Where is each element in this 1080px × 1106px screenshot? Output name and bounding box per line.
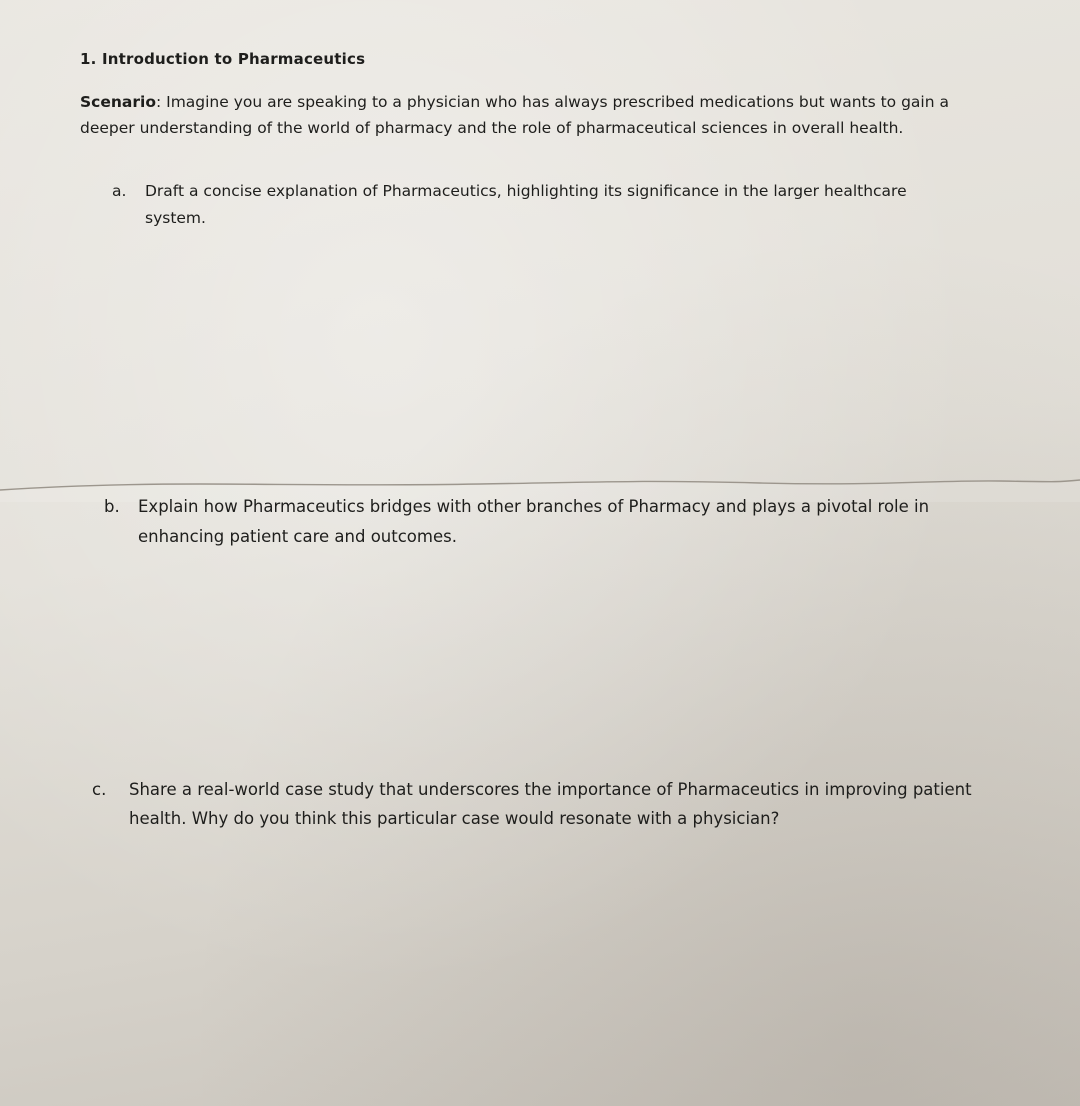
question-b xyxy=(104,492,964,552)
question-a xyxy=(112,178,962,238)
section-title: 1. Introduction to Pharmaceutics xyxy=(80,50,366,68)
question-text: Explain how Pharmaceutics bridges with other branches of Pharmacy and plays a pivotal role in enhancing patient care and outcomes. xyxy=(138,497,930,546)
question-marker: a. xyxy=(112,182,127,200)
question-marker: c. xyxy=(92,780,107,799)
question-c xyxy=(92,775,972,835)
question-text: Draft a concise explanation of Pharmaceutics, highlighting its significance in the larger healthcare system. xyxy=(145,182,907,227)
scenario-paragraph xyxy=(80,89,960,141)
scenario-text: : Imagine you are speaking to a physician who has always prescribed medications but wants to gain a deeper understanding of the world of pharmacy and the role of pharmaceutical sciences in overall health. xyxy=(80,93,949,137)
question-text: Share a real-world case study that underscores the importance of Pharmaceutics in improving patient health. Why do you think this particular case would resonate with a physician? xyxy=(129,780,972,828)
question-marker: b. xyxy=(104,497,120,516)
scenario-label: Scenario xyxy=(80,93,156,111)
